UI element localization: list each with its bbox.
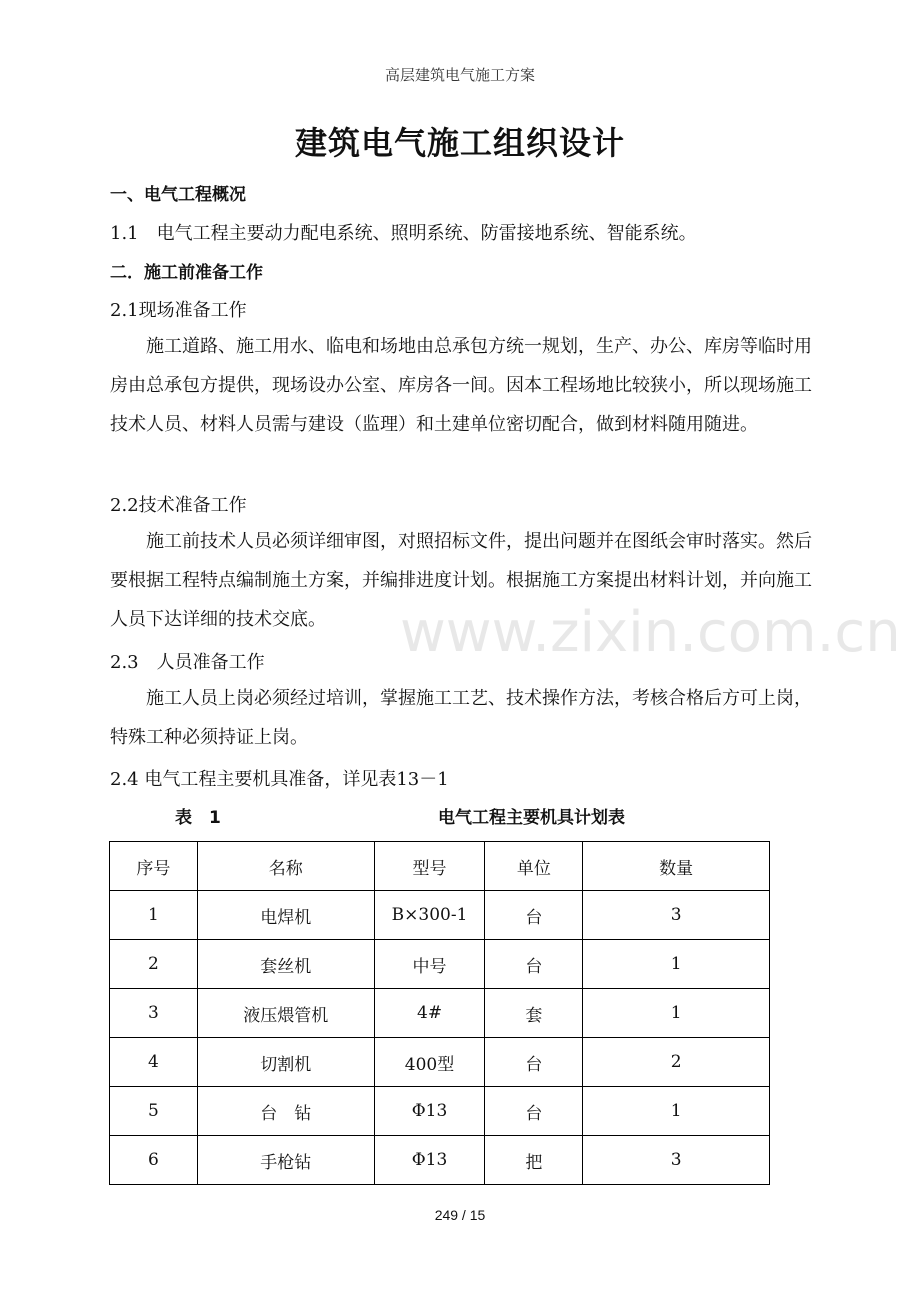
section-1-heading: 一、电气工程概况 [110, 185, 246, 205]
table-cell: 1 [583, 940, 770, 989]
document-title: 建筑电气施工组织设计 [294, 124, 625, 162]
table-cell: 3 [583, 1136, 770, 1185]
table-cell: 1 [110, 891, 198, 940]
table-cell: 切割机 [197, 1038, 374, 1087]
subsection-2-1: 2.1现场准备工作 [110, 300, 247, 321]
table-row [110, 1136, 770, 1185]
table-cell: 台 [485, 940, 583, 989]
table-cell: Φ13 [374, 1087, 485, 1136]
header-cell: 名称 [197, 842, 374, 891]
section-2-heading: 二．施工前准备工作 [110, 263, 263, 283]
table-cell: 400型 [374, 1038, 485, 1087]
paragraph-2-3: 施工人员上岗必须经过培训，掌握施工工艺、技术操作方法，考核合格后方可上岗，特殊工种必须持证上岗。 [110, 688, 812, 748]
table-row [110, 940, 770, 989]
table-row [110, 891, 770, 940]
table-cell: 中号 [374, 940, 485, 989]
table-cell: 台 钻 [197, 1087, 374, 1136]
table-cell: 台 [485, 1038, 583, 1087]
header-cell: 序号 [110, 842, 198, 891]
table-header-row [110, 842, 770, 891]
table-row [110, 1087, 770, 1136]
paragraph-2-2: 施工前技术人员必须详细审图，对照招标文件，提出问题并在图纸会审时落实。然后要根据工程特点编制施土方案，并编排进度计划。根据施工方案提出材料计划，并向施工人员下达详细的技术交底。 [110, 531, 812, 630]
table-cell: 6 [110, 1136, 198, 1185]
equipment-table [109, 841, 770, 1185]
table-cell: 电焊机 [197, 891, 374, 940]
running-header: 高层建筑电气施工方案 [384, 66, 535, 84]
table-cell: 4# [374, 989, 485, 1038]
page-number: 249 / 15 [434, 1207, 486, 1223]
table-cell: 套丝机 [197, 940, 374, 989]
table-cell: Φ13 [374, 1136, 485, 1185]
header-cell: 型号 [374, 842, 485, 891]
table-cell: 2 [110, 940, 198, 989]
table-cell: 液压煨管机 [197, 989, 374, 1038]
table-cell: 1 [583, 989, 770, 1038]
table-row [110, 1038, 770, 1087]
table-label: 表 1 [175, 808, 221, 828]
subsection-2-2: 2.2技术准备工作 [110, 495, 247, 516]
header-cell: 数量 [583, 842, 770, 891]
paragraph-2-1: 施工道路、施工用水、临电和场地由总承包方统一规划，生产、办公、库房等临时用房由总承包方提供，现场设办公室、库房各一间。因本工程场地比较狭小，所以现场施工技术人员、材料人员需与建设（监理）和土建单位密切配合，做到材料随用随进。 [110, 336, 812, 435]
table-cell: 1 [583, 1087, 770, 1136]
subsection-2-4: 2.4 电气工程主要机具准备，详见表13－1 [110, 769, 449, 790]
table-cell: 5 [110, 1087, 198, 1136]
table-cell: 套 [485, 989, 583, 1038]
table-cell: 3 [583, 891, 770, 940]
table-cell: 把 [485, 1136, 583, 1185]
table-caption: 电气工程主要机具计划表 [438, 808, 625, 828]
table-cell: B×300-1 [374, 891, 485, 940]
table-cell: 2 [583, 1038, 770, 1087]
subsection-2-3: 2.3 人员准备工作 [110, 652, 265, 673]
table-cell: 4 [110, 1038, 198, 1087]
header-cell: 单位 [485, 842, 583, 891]
table-cell: 手枪钻 [197, 1136, 374, 1185]
table-cell: 台 [485, 1087, 583, 1136]
item-1-1: 1.1 电气工程主要动力配电系统、照明系统、防雷接地系统、智能系统。 [110, 223, 697, 244]
table-row [110, 989, 770, 1038]
table-cell: 台 [485, 891, 583, 940]
table-cell: 3 [110, 989, 198, 1038]
watermark: www.zixin.com.cn [400, 600, 901, 665]
